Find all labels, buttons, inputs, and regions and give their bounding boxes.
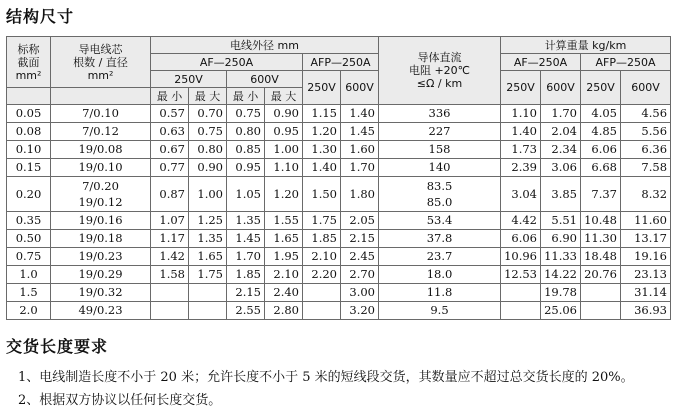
cell-diameter: 2.05	[341, 212, 379, 230]
structure-table	[6, 36, 671, 320]
header-min-600v: 最 小	[227, 88, 265, 105]
cell-weight: 25.06	[541, 302, 581, 320]
cell-area: 1.5	[7, 284, 51, 302]
table-row	[7, 141, 671, 159]
cell-diameter: 0.85	[227, 141, 265, 159]
cell-diameter: 1.58	[151, 266, 189, 284]
header-w-afp-250v: 250V	[581, 71, 621, 105]
cell-resistance: 53.4	[379, 212, 501, 230]
cell-diameter: 2.20	[303, 266, 341, 284]
table-row	[7, 266, 671, 284]
cell-diameter: 1.85	[227, 266, 265, 284]
section-title-delivery: 交货长度要求	[6, 337, 109, 356]
header-conductor: 导电线芯 根数 / 直径 mm²	[51, 37, 151, 88]
table-row	[7, 284, 671, 302]
cell-diameter: 0.87	[151, 177, 189, 212]
header-max-250v: 最 大	[189, 88, 227, 105]
cell-weight: 6.36	[621, 141, 671, 159]
cell-area: 0.35	[7, 212, 51, 230]
header-afp-250v: 250V	[303, 71, 341, 105]
table-row	[7, 159, 671, 177]
cell-area: 0.20	[7, 177, 51, 212]
cell-conductor: 19/0.16	[51, 212, 151, 230]
cell-resistance: 140	[379, 159, 501, 177]
cell-diameter	[189, 284, 227, 302]
cell-weight: 4.05	[581, 105, 621, 123]
cell-diameter	[151, 284, 189, 302]
cell-conductor: 19/0.23	[51, 248, 151, 266]
table-row	[7, 123, 671, 141]
cell-weight: 6.68	[581, 159, 621, 177]
cell-weight: 3.04	[501, 177, 541, 212]
delivery-note: 2、根据双方协议以任何长度交货。	[18, 393, 222, 408]
cell-diameter: 0.77	[151, 159, 189, 177]
table-row	[7, 105, 671, 123]
cell-diameter: 1.65	[189, 248, 227, 266]
header-area-unit	[7, 88, 51, 105]
table-row	[7, 230, 671, 248]
cell-weight: 1.40	[501, 123, 541, 141]
cell-weight: 6.90	[541, 230, 581, 248]
table-row	[7, 177, 671, 212]
cell-weight: 12.53	[501, 266, 541, 284]
cell-weight: 6.06	[581, 141, 621, 159]
cell-weight: 1.73	[501, 141, 541, 159]
cell-weight: 5.51	[541, 212, 581, 230]
cell-diameter: 0.75	[227, 105, 265, 123]
cell-weight: 11.30	[581, 230, 621, 248]
cell-weight: 8.32	[621, 177, 671, 212]
cell-weight: 18.48	[581, 248, 621, 266]
cell-diameter: 1.17	[151, 230, 189, 248]
cell-weight: 11.33	[541, 248, 581, 266]
cell-conductor: 7/0.10	[51, 105, 151, 123]
header-resistance: 导体直流 电阻 +20℃ ≤Ω / km	[379, 37, 501, 105]
cell-conductor: 7/0.12	[51, 123, 151, 141]
cell-diameter: 2.10	[303, 248, 341, 266]
cell-diameter: 1.25	[189, 212, 227, 230]
cell-weight: 2.34	[541, 141, 581, 159]
header-max-600v: 最 大	[265, 88, 303, 105]
cell-diameter: 1.15	[303, 105, 341, 123]
cell-diameter: 0.57	[151, 105, 189, 123]
cell-weight: 14.22	[541, 266, 581, 284]
cell-weight: 11.60	[621, 212, 671, 230]
cell-weight	[581, 302, 621, 320]
cell-conductor: 19/0.32	[51, 284, 151, 302]
header-weight-afp250a: AFP—250A	[581, 54, 671, 71]
cell-weight: 4.56	[621, 105, 671, 123]
cell-diameter: 1.20	[303, 123, 341, 141]
cell-resistance: 158	[379, 141, 501, 159]
cell-diameter: 0.95	[227, 159, 265, 177]
header-af250a: AF—250A	[151, 54, 303, 71]
cell-diameter: 0.63	[151, 123, 189, 141]
cell-weight: 4.85	[581, 123, 621, 141]
cell-diameter: 2.45	[341, 248, 379, 266]
header-af-600v: 600V	[227, 71, 303, 88]
cell-diameter: 0.90	[265, 105, 303, 123]
header-conductor-unit	[51, 88, 151, 105]
cell-resistance: 9.5	[379, 302, 501, 320]
cell-diameter: 1.40	[303, 159, 341, 177]
cell-diameter: 2.15	[341, 230, 379, 248]
cell-weight	[581, 284, 621, 302]
cell-weight: 7.37	[581, 177, 621, 212]
cell-diameter: 1.85	[303, 230, 341, 248]
cell-weight: 19.16	[621, 248, 671, 266]
table-row	[7, 248, 671, 266]
cell-diameter: 1.65	[265, 230, 303, 248]
cell-diameter: 0.80	[227, 123, 265, 141]
cell-diameter: 1.70	[227, 248, 265, 266]
cell-conductor: 7/0.20 19/0.12	[51, 177, 151, 212]
cell-diameter	[303, 302, 341, 320]
cell-weight: 31.14	[621, 284, 671, 302]
cell-area: 0.50	[7, 230, 51, 248]
cell-conductor: 19/0.10	[51, 159, 151, 177]
delivery-note: 1、电线制造长度不小于 20 米；允许长度不小于 5 米的短线段交货，其数量应不超过总交货长度的 20%。	[18, 370, 634, 385]
cell-weight: 19.78	[541, 284, 581, 302]
cell-diameter: 1.60	[341, 141, 379, 159]
cell-weight: 36.93	[621, 302, 671, 320]
header-weight: 计算重量 kg/km	[501, 37, 671, 54]
table-row	[7, 212, 671, 230]
cell-conductor: 19/0.29	[51, 266, 151, 284]
cell-diameter: 1.35	[189, 230, 227, 248]
cell-diameter: 2.70	[341, 266, 379, 284]
cell-weight: 6.06	[501, 230, 541, 248]
cell-area: 0.10	[7, 141, 51, 159]
cell-resistance: 23.7	[379, 248, 501, 266]
cell-diameter: 1.05	[227, 177, 265, 212]
cell-diameter	[303, 284, 341, 302]
cell-conductor: 19/0.08	[51, 141, 151, 159]
cell-diameter	[151, 302, 189, 320]
cell-weight: 13.17	[621, 230, 671, 248]
cell-diameter: 1.20	[265, 177, 303, 212]
cell-diameter: 1.07	[151, 212, 189, 230]
cell-diameter: 0.95	[265, 123, 303, 141]
cell-diameter: 1.42	[151, 248, 189, 266]
cell-area: 2.0	[7, 302, 51, 320]
cell-diameter: 1.10	[265, 159, 303, 177]
cell-conductor: 49/0.23	[51, 302, 151, 320]
header-w-af-600v: 600V	[541, 71, 581, 105]
cell-diameter: 1.55	[265, 212, 303, 230]
cell-weight: 20.76	[581, 266, 621, 284]
cell-resistance: 11.8	[379, 284, 501, 302]
cell-diameter: 1.50	[303, 177, 341, 212]
header-area: 标称 截面 mm²	[7, 37, 51, 88]
header-outer-diameter: 电线外径 mm	[151, 37, 379, 54]
cell-area: 0.05	[7, 105, 51, 123]
cell-weight: 2.39	[501, 159, 541, 177]
cell-area: 1.0	[7, 266, 51, 284]
header-w-afp-600v: 600V	[621, 71, 671, 105]
cell-weight: 10.48	[581, 212, 621, 230]
cell-weight: 10.96	[501, 248, 541, 266]
cell-diameter: 2.15	[227, 284, 265, 302]
cell-diameter: 0.75	[189, 123, 227, 141]
cell-diameter: 1.75	[303, 212, 341, 230]
cell-diameter: 0.90	[189, 159, 227, 177]
cell-area: 0.15	[7, 159, 51, 177]
cell-diameter	[189, 302, 227, 320]
cell-diameter: 1.00	[189, 177, 227, 212]
cell-conductor: 19/0.18	[51, 230, 151, 248]
cell-resistance: 37.8	[379, 230, 501, 248]
cell-area: 0.08	[7, 123, 51, 141]
cell-weight	[501, 302, 541, 320]
cell-diameter: 1.70	[341, 159, 379, 177]
cell-diameter: 0.67	[151, 141, 189, 159]
cell-diameter: 2.80	[265, 302, 303, 320]
header-afp-600v: 600V	[341, 71, 379, 105]
cell-diameter: 2.40	[265, 284, 303, 302]
cell-weight: 1.70	[541, 105, 581, 123]
cell-diameter: 1.75	[189, 266, 227, 284]
cell-weight: 3.85	[541, 177, 581, 212]
section-title-structure: 结构尺寸	[6, 7, 75, 26]
cell-diameter: 2.10	[265, 266, 303, 284]
header-weight-af250a: AF—250A	[501, 54, 581, 71]
header-afp250a: AFP—250A	[303, 54, 379, 71]
table-row	[7, 302, 671, 320]
cell-weight	[501, 284, 541, 302]
cell-diameter: 1.45	[227, 230, 265, 248]
cell-resistance: 227	[379, 123, 501, 141]
cell-diameter: 0.70	[189, 105, 227, 123]
cell-diameter: 1.35	[227, 212, 265, 230]
cell-weight: 2.04	[541, 123, 581, 141]
cell-weight: 4.42	[501, 212, 541, 230]
cell-weight: 5.56	[621, 123, 671, 141]
cell-diameter: 1.40	[341, 105, 379, 123]
cell-area: 0.75	[7, 248, 51, 266]
cell-diameter: 3.00	[341, 284, 379, 302]
cell-diameter: 1.95	[265, 248, 303, 266]
cell-diameter: 1.00	[265, 141, 303, 159]
cell-diameter: 1.30	[303, 141, 341, 159]
cell-resistance: 336	[379, 105, 501, 123]
cell-resistance: 83.5 85.0	[379, 177, 501, 212]
header-min-250v: 最 小	[151, 88, 189, 105]
cell-weight: 7.58	[621, 159, 671, 177]
cell-diameter: 1.80	[341, 177, 379, 212]
header-af-250v: 250V	[151, 71, 227, 88]
cell-diameter: 3.20	[341, 302, 379, 320]
cell-resistance: 18.0	[379, 266, 501, 284]
cell-diameter: 2.55	[227, 302, 265, 320]
header-w-af-250v: 250V	[501, 71, 541, 105]
cell-weight: 1.10	[501, 105, 541, 123]
cell-weight: 23.13	[621, 266, 671, 284]
cell-diameter: 1.45	[341, 123, 379, 141]
cell-diameter: 0.80	[189, 141, 227, 159]
cell-weight: 3.06	[541, 159, 581, 177]
